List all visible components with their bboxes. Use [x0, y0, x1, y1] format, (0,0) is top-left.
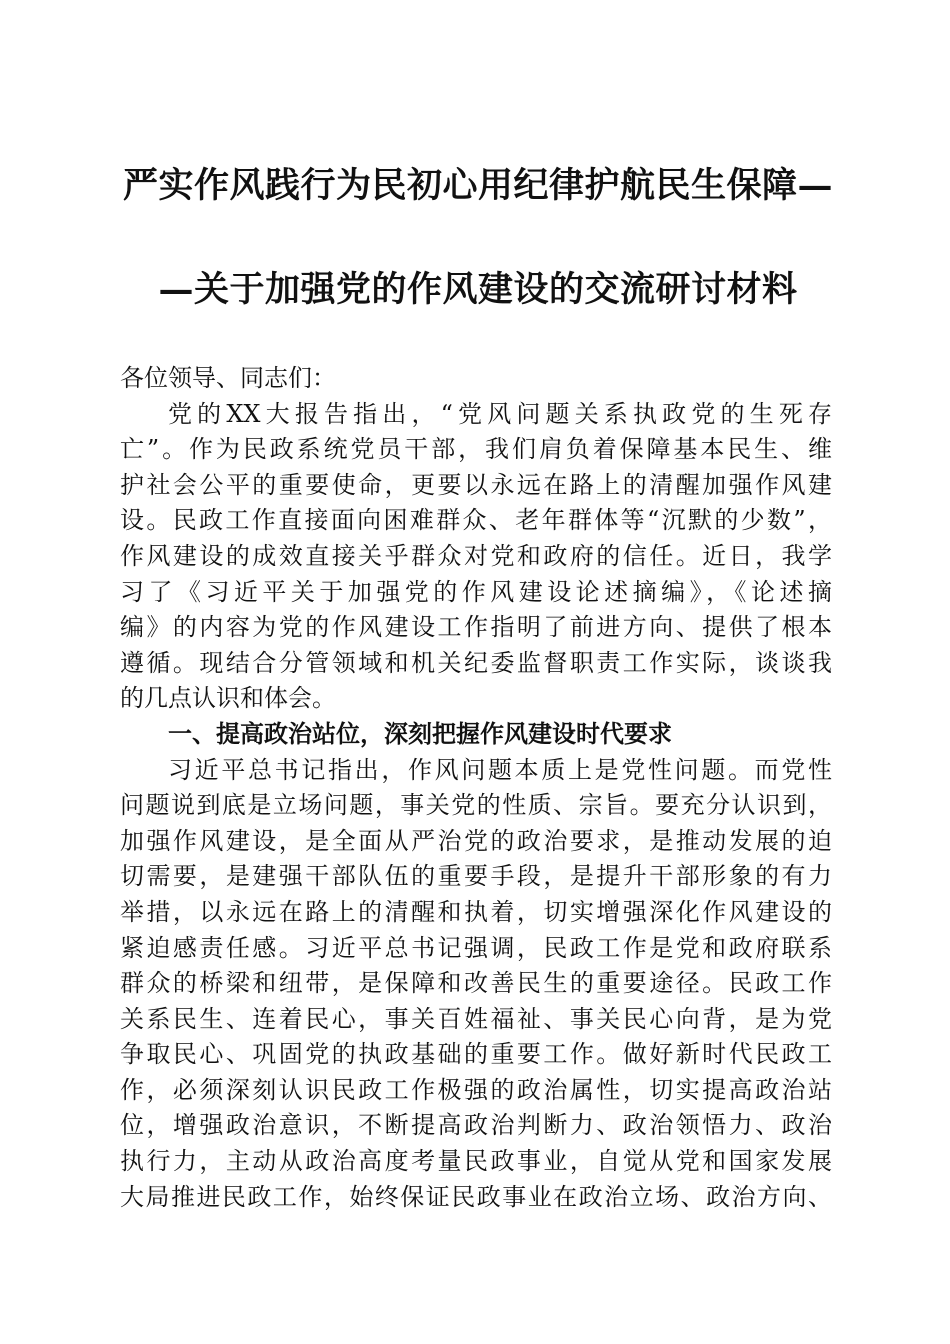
paragraph-line: 群众的桥梁和纽带，是保障和改善民生的重要途径。民政工作: [120, 969, 832, 998]
paragraph-line: 作，必须深刻认识民政工作极强的政治属性，切实提高政治站: [120, 1075, 832, 1104]
paragraph-line: 位，增强政治意识，不断提高政治判断力、政治领悟力、政治: [120, 1111, 832, 1140]
salutation: 各位领导、同志们：: [120, 364, 336, 392]
paragraph-line: 紧迫感责任感。习近平总书记强调，民政工作是党和政府联系: [120, 933, 832, 962]
paragraph-line: 编》的内容为党的作风建设工作指明了前进方向、提供了根本: [120, 613, 832, 642]
paragraph-line: 的几点认识和体会。: [120, 684, 336, 713]
document-body: [120, 361, 832, 1215]
paragraph-line: 党的XX大报告指出，“党风问题关系执政党的生死存: [168, 399, 832, 428]
paragraph-line: 举措，以永远在路上的清醒和执着，切实增强深化作风建设的: [120, 897, 832, 926]
paragraph-line: 作风建设的成效直接关乎群众对党和政府的信任。近日，我学: [120, 541, 832, 570]
paragraph-line: 争取民心、巩固党的执政基础的重要工作。做好新时代民政工: [120, 1040, 832, 1069]
paragraph-line: 习近平总书记指出，作风问题本质上是党性问题。而党性: [168, 755, 832, 784]
paragraph-line: 护社会公平的重要使命，更要以永远在路上的清醒加强作风建: [120, 470, 832, 499]
paragraph-line: 执行力，主动从政治高度考量民政事业，自觉从党和国家发展: [120, 1147, 832, 1176]
paragraph-line: 大局推进民政工作，始终保证民政事业在政治立场、政治方向、: [120, 1182, 832, 1211]
section-heading: 一、提高政治站位，深刻把握作风建设时代要求: [168, 719, 672, 748]
document-title-line-1: 严实作风践行为民初心用纪律护航民生保障—: [122, 165, 833, 206]
paragraph-line: 切需要，是建强干部队伍的重要手段，是提升干部形象的有力: [120, 862, 832, 891]
paragraph-line: 加强作风建设，是全面从严治党的政治要求，是推动发展的迫: [120, 826, 832, 855]
paragraph-line: 习了《习近平关于加强党的作风建设论述摘编》，《论述摘: [120, 577, 832, 606]
paragraph-line: 关系民生、连着民心，事关百姓福祉、事关民心向背，是为党: [120, 1004, 832, 1033]
paragraph-line: 遵循。现结合分管领域和机关纪委监督职责工作实际，谈谈我: [120, 648, 832, 677]
paragraph-line: 设。民政工作直接面向困难群众、老年群体等“沉默的少数”，: [120, 506, 832, 535]
paragraph-line: 问题说到底是立场问题，事关党的性质、宗旨。要充分认识到，: [120, 791, 832, 820]
paragraph-line: 亡”。作为民政系统党员干部，我们肩负着保障基本民生、维: [120, 435, 832, 464]
document-title-line-2: —关于加强党的作风建设的交流研讨材料: [158, 269, 798, 310]
